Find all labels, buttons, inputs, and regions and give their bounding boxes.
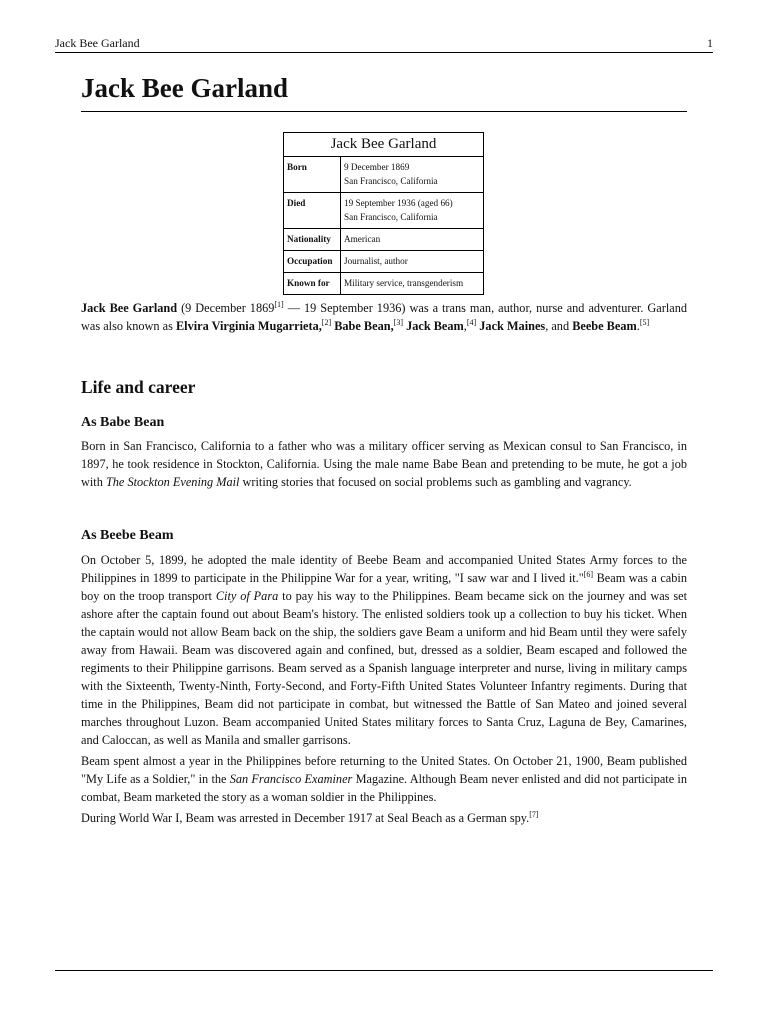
citation-link[interactable]: [3] (393, 318, 403, 327)
infobox-row-occupation (284, 251, 484, 273)
running-header-title: Jack Bee Garland (55, 36, 140, 50)
citation-link[interactable]: [4] (466, 318, 477, 327)
infobox-row-died (284, 193, 484, 229)
beebe-beam-paragraphs (81, 551, 687, 827)
text-run: — 19 September 1936) was a trans man, author, nurse and adventurer. Garland was also known as (81, 301, 687, 333)
alias-name: Beebe Beam (572, 319, 637, 333)
infobox (283, 132, 484, 295)
page-title: Jack Bee Garland (81, 73, 288, 103)
intro-paragraph: Jack Bee Garland (9 December 1869[1] — 19 September 1936) was a trans man, author, nurse and adventurer. Garland was also known as Elvira Virginia Mugarrieta,[2] Babe Bean,[3] Jack Beam,[4] Jack Maines, and Beebe Beam.[5] (81, 300, 687, 333)
text-run: to pay his way to the Philippines. Beam became sick on the journey and was set ashore after the captain found out about Beam's history. The enlisted soldiers took up a collection to buy his ticket. When the captain would not allow Beam back on the ship, the soldiers gave Beam a uniform and hid Beam until they were safely away from Hawaii. Beam was discovered again and confined, but, dressed as a soldier, Beam escaped and followed the regiments to their Philippine garrisons. Beam served as a Spanish language interpreter and nurse, living in military camps with the Sixteenth, Twenty-Ninth, Forty-Second, and Forty-Fifth United States Volunteer Infantry regiments. During that time in the Philippines, Beam did not participate in combat, but witnessed the Battle of San Mateo and joined several marches throughout Luzon. Beam accompanied United States military forces to Santa Cruz, Laguna de Bey, Camarines, and Caloccan, as well as Manila and smaller garrisons. (81, 589, 687, 747)
infobox-caption: Jack Bee Garland (284, 133, 484, 157)
text-run: On October 5, 1899, he adopted the male identity of Beebe Beam and accompanied United States Army forces to the Philippines in 1899 to participate in the Philippine War for a year, writing, "I saw war and I lived it." (81, 553, 687, 585)
text-run: Magazine. Although Beam never enlisted and did not participate in combat, Beam marketed the story as a woman soldier in the Philippines. (81, 772, 687, 804)
babe-bean-paragraph (81, 437, 687, 491)
infobox-value: Military service, transgenderism (341, 273, 484, 295)
infobox-label: Died (284, 193, 341, 229)
section-heading-life-and-career: Life and career (81, 377, 196, 397)
text-run: , and (545, 319, 573, 333)
citation-link[interactable]: [7] (529, 810, 539, 819)
citation-link[interactable]: [6] (583, 570, 594, 579)
infobox-row-born (284, 157, 484, 193)
infobox-value-line: San Francisco, California (344, 212, 438, 222)
infobox-row-known-for (284, 273, 484, 295)
alias-name: Elvira Virginia Mugarrieta, (175, 319, 322, 333)
infobox-value (341, 193, 484, 229)
citation-link[interactable]: [1] (274, 300, 284, 309)
infobox-value: Journalist, author (341, 251, 484, 273)
infobox-label: Nationality (284, 229, 341, 251)
alias-name: Jack Beam (406, 319, 464, 333)
publication-title: San Francisco Examiner (229, 772, 353, 786)
ship-name: City of Para (215, 589, 279, 603)
running-header (55, 36, 713, 53)
infobox-label: Occupation (284, 251, 341, 273)
text-run: (9 December 1869 (177, 301, 275, 315)
beebe-beam-paragraph (81, 809, 687, 827)
text-run: writing stories that focused on social problems such as gambling and vagrancy. (239, 475, 632, 489)
infobox-row-nationality (284, 229, 484, 251)
citation-link[interactable]: [5] (639, 318, 650, 327)
footer-divider (55, 970, 713, 971)
infobox-value-line: 9 December 1869 (344, 162, 410, 172)
subsection-heading-beebe-beam: As Beebe Beam (81, 528, 174, 543)
text-run: Born in San Francisco, California to a father who was a military officer serving as Mexican consul to San Francisco, in 1897, he took residence in Stockton, California. Using the male name Babe Bean and pretending to be mute, he got a job with (81, 439, 687, 489)
infobox-value: American (341, 229, 484, 251)
infobox-value-line: San Francisco, California (344, 176, 438, 186)
publication-title: The Stockton Evening Mail (105, 475, 240, 489)
text-run: Beam was a cabin boy on the troop transport (81, 571, 687, 603)
page-number: 1 (707, 36, 713, 50)
subsection-heading-babe-bean: As Babe Bean (81, 415, 165, 430)
citation-link[interactable]: [2] (321, 318, 332, 327)
infobox-value (341, 157, 484, 193)
beebe-beam-paragraph (81, 551, 687, 749)
title-divider (81, 111, 687, 112)
beebe-beam-paragraph (81, 752, 687, 806)
infobox-label: Known for (284, 273, 341, 295)
infobox-value-line: 19 September 1936 (aged 66) (344, 198, 453, 208)
text-run: During World War I, Beam was arrested in December 1917 at Seal Beach as a German spy. (81, 811, 530, 825)
text-run: Beam spent almost a year in the Philippines before returning to the United States. On October 21, 1900, Beam published "My Life as a Soldier," in the (81, 754, 687, 786)
alias-name: Jack Maines (479, 319, 546, 333)
subject-name: Jack Bee Garland (81, 301, 178, 315)
infobox-label: Born (284, 157, 341, 193)
alias-name: Babe Bean, (334, 319, 394, 333)
